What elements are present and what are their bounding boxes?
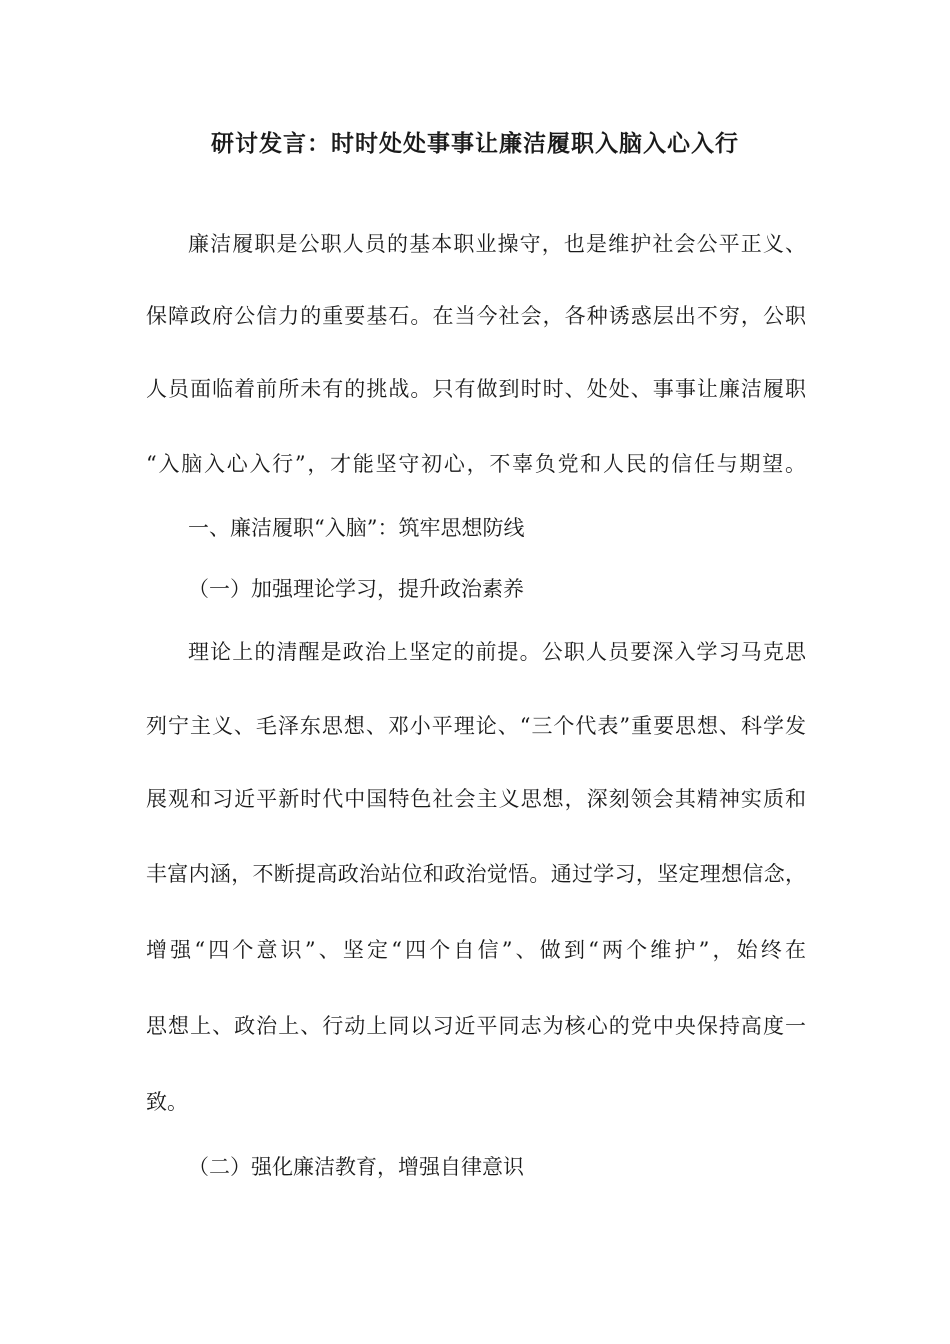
paragraph-2-line-2: 列宁主义、毛泽东思想、邓小平理论、“三个代表”重要思想、科学发: [146, 714, 806, 738]
section-heading-1: 一、廉洁履职“入脑”：筑牢思想防线: [188, 516, 525, 540]
paragraph-1-line-4: “入脑入心入行”，才能坚守初心，不辜负党和人民的信任与期望。: [146, 452, 806, 476]
paragraph-2-line-1: 理论上的清醒是政治上坚定的前提。公职人员要深入学习马克思: [188, 640, 806, 664]
paragraph-2-line-5: 增强“四个意识”、坚定“四个自信”、做到“两个维护”，始终在: [146, 938, 806, 962]
paragraph-1-line-3: 人员面临着前所未有的挑战。只有做到时时、处处、事事让廉洁履职: [146, 377, 806, 401]
paragraph-1-line-1: 廉洁履职是公职人员的基本职业操守，也是维护社会公平正义、: [188, 232, 806, 256]
paragraph-2-line-3: 展观和习近平新时代中国特色社会主义思想，深刻领会其精神实质和: [146, 787, 806, 811]
subsection-heading-1: （一）加强理论学习，提升政治素养: [188, 577, 524, 601]
document-title: 研讨发言：时时处处事事让廉洁履职入脑入心入行: [211, 130, 739, 157]
paragraph-2-line-7: 致。: [146, 1090, 188, 1114]
paragraph-1-line-2: 保障政府公信力的重要基石。在当今社会，各种诱惑层出不穷，公职: [146, 304, 806, 328]
paragraph-2-line-4: 丰富内涵，不断提高政治站位和政治觉悟。通过学习，坚定理想信念，: [146, 862, 806, 886]
subsection-heading-2: （二）强化廉洁教育，增强自律意识: [188, 1155, 524, 1179]
paragraph-2-line-6: 思想上、政治上、行动上同以习近平同志为核心的党中央保持高度一: [146, 1014, 806, 1038]
